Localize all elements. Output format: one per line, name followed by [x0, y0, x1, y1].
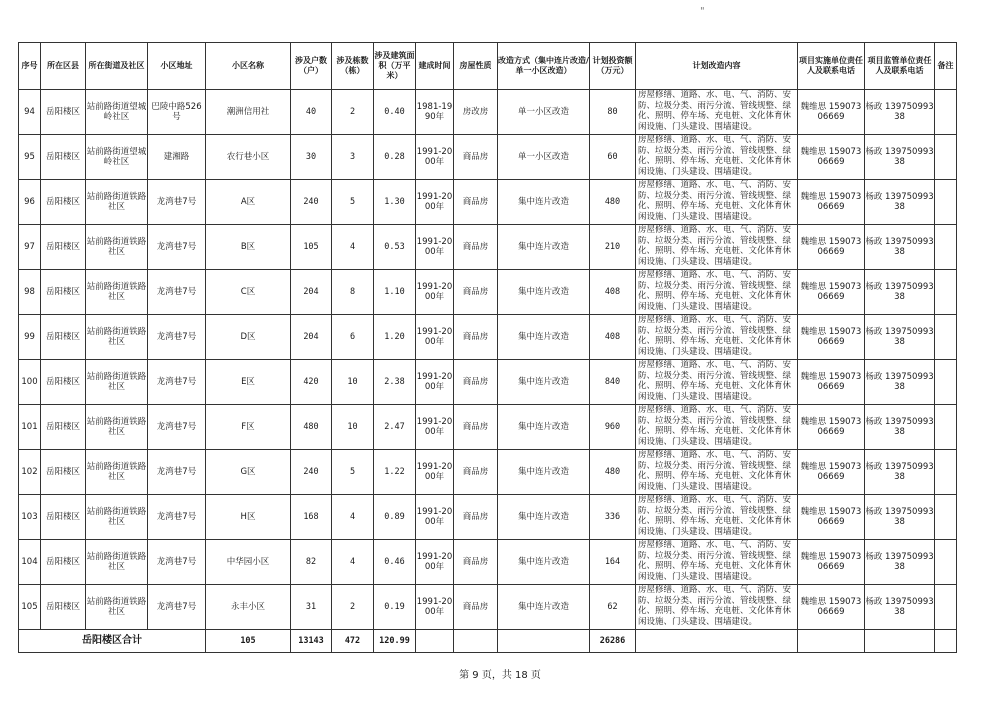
row-supervisor-contact: 杨政 13975099338	[865, 495, 935, 540]
row-street: 站前路街道铁路社区	[86, 270, 148, 315]
row-address: 龙湾巷7号	[148, 360, 206, 405]
column-header: 序号	[19, 43, 41, 90]
renovation-content-text: 房屋修缮、道路、水、电、气、消防、安防、垃圾分类、雨污分流、管线规整、绿化、照明、停车场、充电桩、文化体育休闲设施、门头建设、围墙建设。	[638, 180, 792, 222]
renovation-content-text: 房屋修缮、道路、水、电、气、消防、安防、垃圾分类、雨污分流、管线规整、绿化、照明、停车场、充电桩、文化体育休闲设施、门头建设、围墙建设。	[638, 225, 792, 267]
row-investment: 62	[590, 585, 636, 630]
total-households: 13143	[291, 630, 332, 653]
row-renovation-content	[636, 495, 798, 540]
row-address: 龙湾巷7号	[148, 585, 206, 630]
row-area: 2.47	[374, 405, 416, 450]
row-renovation-mode: 集中连片改造	[498, 540, 590, 585]
row-number: 101	[19, 405, 41, 450]
row-buildings: 5	[332, 450, 374, 495]
row-investment: 408	[590, 270, 636, 315]
row-investment: 408	[590, 315, 636, 360]
row-note	[935, 90, 957, 135]
row-address: 龙湾巷7号	[148, 540, 206, 585]
renovation-content-text: 房屋修缮、道路、水、电、气、消防、安防、垃圾分类、雨污分流、管线规整、绿化、照明、停车场、充电桩、文化体育休闲设施、门头建设、围墙建设。	[638, 540, 792, 582]
table-row	[19, 495, 957, 540]
renovation-content-text: 房屋修缮、道路、水、电、气、消防、安防、垃圾分类、雨污分流、管线规整、绿化、照明、停车场、充电桩、文化体育休闲设施、门头建设、围墙建设。	[638, 495, 792, 537]
row-street: 站前路街道铁路社区	[86, 225, 148, 270]
row-house-nature: 商品房	[454, 540, 498, 585]
row-address: 巴陵中路526号	[148, 90, 206, 135]
row-address: 龙湾巷7号	[148, 180, 206, 225]
row-community-name: 潮洲信用社	[206, 90, 291, 135]
row-implementer-contact: 魏维思 15907306669	[798, 495, 865, 540]
row-district: 岳阳楼区	[41, 135, 86, 180]
row-street: 站前路街道铁路社区	[86, 495, 148, 540]
row-number: 94	[19, 90, 41, 135]
row-buildings: 8	[332, 270, 374, 315]
row-renovation-mode: 集中连片改造	[498, 225, 590, 270]
page-footer: 第 9 页，共 18 页	[459, 670, 541, 681]
row-implementer-contact: 魏维思 15907306669	[798, 540, 865, 585]
row-renovation-content	[636, 225, 798, 270]
total-area: 120.99	[374, 630, 416, 653]
row-built-time: 1991-2000年	[416, 270, 454, 315]
row-renovation-mode: 集中连片改造	[498, 180, 590, 225]
renovation-content-text: 房屋修缮、道路、水、电、气、消防、安防、垃圾分类、雨污分流、管线规整、绿化、照明、停车场、充电桩、文化体育休闲设施、门头建设、围墙建设。	[638, 585, 792, 627]
row-area: 0.53	[374, 225, 416, 270]
row-number: 100	[19, 360, 41, 405]
renovation-content-text: 房屋修缮、道路、水、电、气、消防、安防、垃圾分类、雨污分流、管线规整、绿化、照明、停车场、充电桩、文化体育休闲设施、门头建设、围墙建设。	[638, 135, 792, 177]
row-implementer-contact: 魏维思 15907306669	[798, 90, 865, 135]
renovation-content-text: 房屋修缮、道路、水、电、气、消防、安防、垃圾分类、雨污分流、管线规整、绿化、照明、停车场、充电桩、文化体育休闲设施、门头建设、围墙建设。	[638, 450, 792, 492]
row-note	[935, 405, 957, 450]
column-header: 备注	[935, 43, 957, 90]
total-buildings: 472	[332, 630, 374, 653]
row-renovation-content	[636, 450, 798, 495]
row-community-name: C区	[206, 270, 291, 315]
table-row	[19, 225, 957, 270]
row-investment: 960	[590, 405, 636, 450]
row-district: 岳阳楼区	[41, 315, 86, 360]
row-households: 204	[291, 315, 332, 360]
row-house-nature: 商品房	[454, 495, 498, 540]
row-implementer-contact: 魏维思 15907306669	[798, 315, 865, 360]
row-renovation-mode: 单一小区改造	[498, 135, 590, 180]
column-header: 所在区县	[41, 43, 86, 90]
row-street: 站前路街道望城岭社区	[86, 135, 148, 180]
row-investment: 480	[590, 450, 636, 495]
row-households: 30	[291, 135, 332, 180]
row-implementer-contact: 魏维思 15907306669	[798, 270, 865, 315]
row-note	[935, 495, 957, 540]
row-number: 104	[19, 540, 41, 585]
row-address: 龙湾巷7号	[148, 270, 206, 315]
row-community-name: 中华园小区	[206, 540, 291, 585]
row-built-time: 1991-2000年	[416, 495, 454, 540]
row-households: 480	[291, 405, 332, 450]
row-area: 1.20	[374, 315, 416, 360]
row-renovation-content	[636, 270, 798, 315]
row-buildings: 10	[332, 405, 374, 450]
row-district: 岳阳楼区	[41, 270, 86, 315]
row-community-name: B区	[206, 225, 291, 270]
row-built-time: 1991-2000年	[416, 405, 454, 450]
renovation-table-sheet	[18, 42, 957, 653]
row-investment: 480	[590, 180, 636, 225]
row-investment: 60	[590, 135, 636, 180]
renovation-table	[18, 42, 957, 653]
row-house-nature: 商品房	[454, 135, 498, 180]
row-households: 40	[291, 90, 332, 135]
row-address: 龙湾巷7号	[148, 225, 206, 270]
row-supervisor-contact: 杨政 13975099338	[865, 540, 935, 585]
column-header: 项目监管单位责任人及联系电话	[865, 43, 935, 90]
column-header: 计划改造内容	[636, 43, 798, 90]
row-buildings: 4	[332, 495, 374, 540]
row-street: 站前路街道铁路社区	[86, 450, 148, 495]
row-street: 站前路街道铁路社区	[86, 315, 148, 360]
row-renovation-content	[636, 540, 798, 585]
row-built-time: 1991-2000年	[416, 135, 454, 180]
total-built	[416, 630, 454, 653]
row-area: 1.22	[374, 450, 416, 495]
row-note	[935, 270, 957, 315]
row-investment: 164	[590, 540, 636, 585]
row-street: 站前路街道铁路社区	[86, 360, 148, 405]
total-note	[935, 630, 957, 653]
row-house-nature: 商品房	[454, 225, 498, 270]
row-renovation-mode: 集中连片改造	[498, 360, 590, 405]
column-header: 小区地址	[148, 43, 206, 90]
row-households: 240	[291, 450, 332, 495]
column-header: 项目实施单位责任人及联系电话	[798, 43, 865, 90]
row-district: 岳阳楼区	[41, 90, 86, 135]
row-built-time: 1991-2000年	[416, 315, 454, 360]
total-mode	[498, 630, 590, 653]
row-house-nature: 商品房	[454, 180, 498, 225]
row-address: 建湘路	[148, 135, 206, 180]
row-renovation-mode: 集中连片改造	[498, 405, 590, 450]
row-community-name: D区	[206, 315, 291, 360]
row-street: 站前路街道铁路社区	[86, 585, 148, 630]
row-investment: 210	[590, 225, 636, 270]
row-house-nature: 商品房	[454, 270, 498, 315]
row-built-time: 1991-2000年	[416, 585, 454, 630]
column-header: 小区名称	[206, 43, 291, 90]
total-count: 105	[206, 630, 291, 653]
row-note	[935, 315, 957, 360]
table-row	[19, 450, 957, 495]
row-investment: 336	[590, 495, 636, 540]
row-address: 龙湾巷7号	[148, 495, 206, 540]
table-row	[19, 540, 957, 585]
row-renovation-content	[636, 180, 798, 225]
row-area: 0.40	[374, 90, 416, 135]
row-supervisor-contact: 杨政 13975099338	[865, 135, 935, 180]
row-implementer-contact: 魏维思 15907306669	[798, 180, 865, 225]
row-implementer-contact: 魏维思 15907306669	[798, 405, 865, 450]
row-built-time: 1991-2000年	[416, 225, 454, 270]
row-renovation-mode: 集中连片改造	[498, 450, 590, 495]
row-district: 岳阳楼区	[41, 450, 86, 495]
column-header: 计划投资额（万元）	[590, 43, 636, 90]
row-buildings: 2	[332, 585, 374, 630]
row-number: 105	[19, 585, 41, 630]
row-house-nature: 商品房	[454, 360, 498, 405]
row-street: 站前路街道铁路社区	[86, 540, 148, 585]
row-street: 站前路街道铁路社区	[86, 405, 148, 450]
total-impl	[798, 630, 865, 653]
row-district: 岳阳楼区	[41, 540, 86, 585]
row-area: 0.19	[374, 585, 416, 630]
column-header: 房屋性质	[454, 43, 498, 90]
row-community-name: H区	[206, 495, 291, 540]
row-area: 1.30	[374, 180, 416, 225]
row-note	[935, 450, 957, 495]
row-investment: 80	[590, 90, 636, 135]
row-households: 240	[291, 180, 332, 225]
row-buildings: 3	[332, 135, 374, 180]
row-note	[935, 135, 957, 180]
row-street: 站前路街道铁路社区	[86, 180, 148, 225]
renovation-content-text: 房屋修缮、道路、水、电、气、消防、安防、垃圾分类、雨污分流、管线规整、绿化、照明、停车场、充电桩、文化体育休闲设施、门头建设、围墙建设。	[638, 360, 792, 402]
row-supervisor-contact: 杨政 13975099338	[865, 315, 935, 360]
row-district: 岳阳楼区	[41, 360, 86, 405]
row-supervisor-contact: 杨政 13975099338	[865, 585, 935, 630]
row-community-name: A区	[206, 180, 291, 225]
row-buildings: 6	[332, 315, 374, 360]
row-house-nature: 商品房	[454, 405, 498, 450]
row-built-time: 1991-2000年	[416, 540, 454, 585]
row-implementer-contact: 魏维思 15907306669	[798, 360, 865, 405]
row-implementer-contact: 魏维思 15907306669	[798, 225, 865, 270]
row-address: 龙湾巷7号	[148, 315, 206, 360]
row-buildings: 4	[332, 225, 374, 270]
row-house-nature: 商品房	[454, 450, 498, 495]
row-note	[935, 585, 957, 630]
row-number: 103	[19, 495, 41, 540]
row-house-nature: 商品房	[454, 585, 498, 630]
column-header: 改造方式（集中连片改造/单一小区改造）	[498, 43, 590, 90]
row-number: 98	[19, 270, 41, 315]
renovation-content-text: 房屋修缮、道路、水、电、气、消防、安防、垃圾分类、雨污分流、管线规整、绿化、照明、停车场、充电桩、文化体育休闲设施、门头建设、围墙建设。	[638, 405, 792, 447]
row-address: 龙湾巷7号	[148, 450, 206, 495]
row-households: 168	[291, 495, 332, 540]
row-address: 龙湾巷7号	[148, 405, 206, 450]
table-row	[19, 360, 957, 405]
total-label: 岳阳楼区合计	[19, 630, 206, 653]
row-district: 岳阳楼区	[41, 225, 86, 270]
row-households: 105	[291, 225, 332, 270]
row-buildings: 5	[332, 180, 374, 225]
row-number: 95	[19, 135, 41, 180]
total-nature	[454, 630, 498, 653]
row-supervisor-contact: 杨政 13975099338	[865, 90, 935, 135]
row-supervisor-contact: 杨政 13975099338	[865, 360, 935, 405]
row-households: 82	[291, 540, 332, 585]
row-buildings: 2	[332, 90, 374, 135]
row-area: 2.38	[374, 360, 416, 405]
row-street: 站前路街道望城岭社区	[86, 90, 148, 135]
table-row	[19, 315, 957, 360]
column-header: 涉及栋数（栋）	[332, 43, 374, 90]
row-number: 99	[19, 315, 41, 360]
row-district: 岳阳楼区	[41, 585, 86, 630]
row-district: 岳阳楼区	[41, 495, 86, 540]
row-renovation-content	[636, 90, 798, 135]
row-renovation-mode: 集中连片改造	[498, 495, 590, 540]
row-built-time: 1991-2000年	[416, 180, 454, 225]
row-number: 97	[19, 225, 41, 270]
row-community-name: F区	[206, 405, 291, 450]
row-renovation-content	[636, 135, 798, 180]
row-supervisor-contact: 杨政 13975099338	[865, 405, 935, 450]
renovation-content-text: 房屋修缮、道路、水、电、气、消防、安防、垃圾分类、雨污分流、管线规整、绿化、照明、停车场、充电桩、文化体育休闲设施、门头建设、围墙建设。	[638, 270, 792, 312]
table-row	[19, 90, 957, 135]
table-row	[19, 135, 957, 180]
row-built-time: 1981-1990年	[416, 90, 454, 135]
renovation-content-text: 房屋修缮、道路、水、电、气、消防、安防、垃圾分类、雨污分流、管线规整、绿化、照明、停车场、充电桩、文化体育休闲设施、门头建设、围墙建设。	[638, 90, 792, 132]
row-area: 0.89	[374, 495, 416, 540]
row-renovation-content	[636, 585, 798, 630]
row-note	[935, 540, 957, 585]
row-district: 岳阳楼区	[41, 405, 86, 450]
scan-mark: "	[700, 6, 705, 17]
row-implementer-contact: 魏维思 15907306669	[798, 585, 865, 630]
column-header: 建成时间	[416, 43, 454, 90]
row-implementer-contact: 魏维思 15907306669	[798, 450, 865, 495]
table-row	[19, 585, 957, 630]
row-area: 0.46	[374, 540, 416, 585]
row-renovation-mode: 集中连片改造	[498, 315, 590, 360]
row-supervisor-contact: 杨政 13975099338	[865, 225, 935, 270]
row-district: 岳阳楼区	[41, 180, 86, 225]
renovation-content-text: 房屋修缮、道路、水、电、气、消防、安防、垃圾分类、雨污分流、管线规整、绿化、照明、停车场、充电桩、文化体育休闲设施、门头建设、围墙建设。	[638, 315, 792, 357]
table-header-row	[19, 43, 957, 90]
row-supervisor-contact: 杨政 13975099338	[865, 180, 935, 225]
row-investment: 840	[590, 360, 636, 405]
row-note	[935, 180, 957, 225]
table-row	[19, 405, 957, 450]
row-community-name: G区	[206, 450, 291, 495]
row-renovation-mode: 单一小区改造	[498, 90, 590, 135]
row-note	[935, 360, 957, 405]
row-renovation-mode: 集中连片改造	[498, 585, 590, 630]
row-built-time: 1991-2000年	[416, 360, 454, 405]
row-implementer-contact: 魏维思 15907306669	[798, 135, 865, 180]
column-header: 所在街道及社区	[86, 43, 148, 90]
total-row	[19, 630, 957, 653]
row-supervisor-contact: 杨政 13975099338	[865, 450, 935, 495]
row-buildings: 10	[332, 360, 374, 405]
row-house-nature: 商品房	[454, 315, 498, 360]
row-supervisor-contact: 杨政 13975099338	[865, 270, 935, 315]
row-number: 96	[19, 180, 41, 225]
row-house-nature: 房改房	[454, 90, 498, 135]
total-super	[865, 630, 935, 653]
row-number: 102	[19, 450, 41, 495]
row-renovation-content	[636, 405, 798, 450]
column-header: 涉及建筑面积（万平米）	[374, 43, 416, 90]
row-area: 1.10	[374, 270, 416, 315]
row-buildings: 4	[332, 540, 374, 585]
table-body	[19, 90, 957, 630]
row-households: 31	[291, 585, 332, 630]
total-content	[636, 630, 798, 653]
table-row	[19, 180, 957, 225]
row-renovation-content	[636, 360, 798, 405]
row-households: 420	[291, 360, 332, 405]
row-note	[935, 225, 957, 270]
row-community-name: E区	[206, 360, 291, 405]
row-community-name: 农行巷小区	[206, 135, 291, 180]
row-community-name: 永丰小区	[206, 585, 291, 630]
row-households: 204	[291, 270, 332, 315]
row-built-time: 1991-2000年	[416, 450, 454, 495]
row-renovation-mode: 集中连片改造	[498, 270, 590, 315]
column-header: 涉及户数（户）	[291, 43, 332, 90]
total-invest: 26286	[590, 630, 636, 653]
row-renovation-content	[636, 315, 798, 360]
table-row	[19, 270, 957, 315]
row-area: 0.28	[374, 135, 416, 180]
